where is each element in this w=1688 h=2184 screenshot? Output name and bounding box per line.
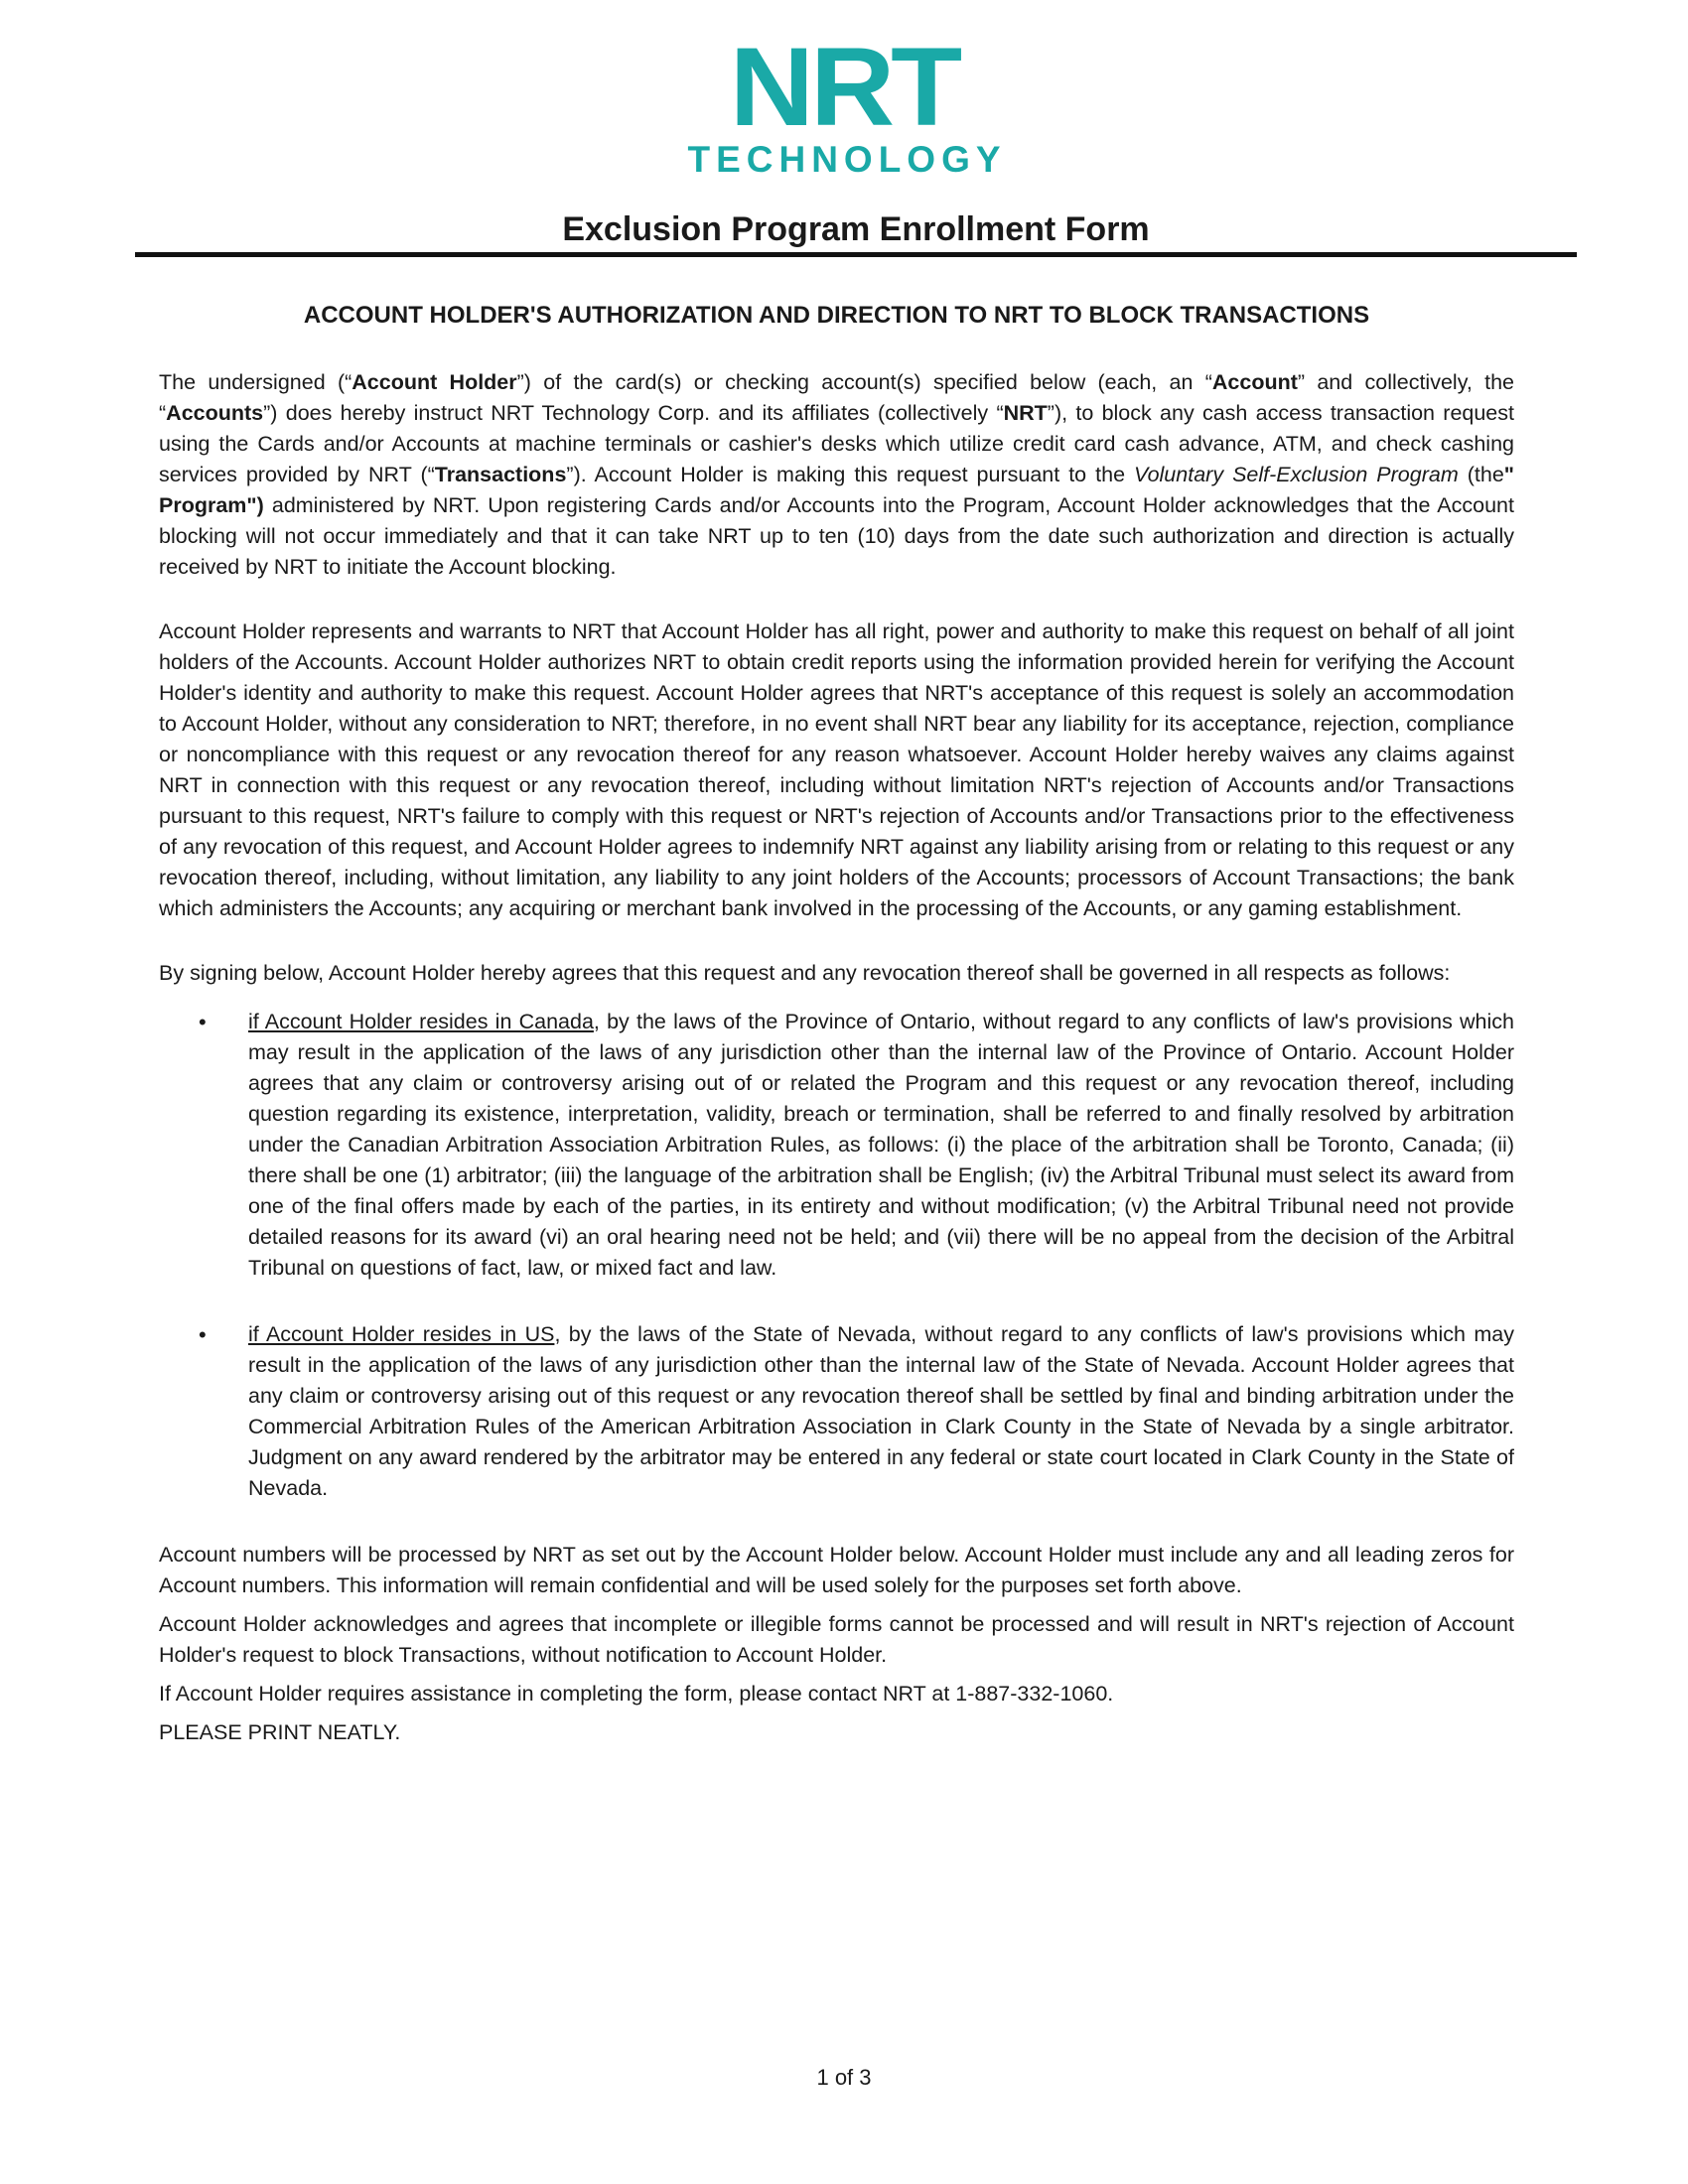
account-numbers-paragraph: Account numbers will be processed by NRT as set out by the Account Holder below. Account Holder must include any and all leading zeros for Account numbers. This information will remain confidential and will be used solely for the purposes set forth above. bbox=[159, 1543, 1514, 1597]
page-number: 1 of 3 bbox=[816, 2065, 872, 2090]
canada-text: , by the laws of the Province of Ontario, without regard to any conflicts of law's provisions which may result in the application of the laws of any jurisdiction other than the internal law of the Province of Ontario. Account Holder agrees that any claim or controversy arising out of or related the Program and this request or any revocation thereof, including question regarding its existence, interpretation, validity, breach or termination, shall be referred to and finally resolved by arbitration under the Canadian Arbitration Association Arbitration Rules, as follows: (i) the place of the arbitration shall be Toronto, Canada; (ii) there shall be one (1) arbitrator; (iii) the language of the arbitration shall be English; (iv) the Arbitral Tribunal must select its award from one of the final offers made by each of the parties, in its entirety and without modification; (v) the Arbitral Tribunal need not provide detailed reasons for its award (vi) an oral hearing need not be held; and (vii) there will be no appeal from the decision of the Arbitral Tribunal on questions of fact, law, or mixed fact and law. bbox=[248, 1010, 1515, 1280]
governing-law-list bbox=[159, 1007, 1514, 1504]
assistance-paragraph: If Account Holder requires assistance in completing the form, please contact NRT at 1-887-332-1060. bbox=[159, 1682, 1114, 1706]
list-item bbox=[159, 1007, 1514, 1284]
nrt-logo bbox=[0, 25, 1688, 181]
us-lead: if Account Holder resides in US bbox=[248, 1322, 555, 1346]
bullet-icon: • bbox=[199, 1010, 207, 1034]
form-body bbox=[159, 367, 1514, 1756]
form-subtitle: ACCOUNT HOLDER'S AUTHORIZATION AND DIRECTION TO NRT TO BLOCK TRANSACTIONS bbox=[303, 302, 1370, 329]
list-item bbox=[159, 1319, 1514, 1504]
print-neatly-note: PLEASE PRINT NEATLY. bbox=[159, 1720, 401, 1744]
intro-paragraph: The undersigned (“Account Holder”) of the card(s) or checking account(s) specified below (each, an “Account” and collectively, the “Accounts”) does hereby instruct NRT Technology Corp. and its affiliates (collectively “NRT”), to block any cash access transaction request using the Cards and/or Accounts at machine terminals or cashier's desks which utilize credit card cash advance, ATM, and check cashing services provided by NRT (“Transactions”). Account Holder is making this request pursuant to the Voluntary Self-Exclusion Program (the" Program") administered by NRT. Upon registering Cards and/or Accounts into the Program, Account Holder acknowledges that the Account blocking will not occur immediately and that it can take NRT up to ten (10) days from the date such authorization and direction is actually received by NRT to initiate the Account blocking. bbox=[159, 370, 1514, 579]
form-title: Exclusion Program Enrollment Form bbox=[562, 210, 1150, 248]
logo-mark: NRT bbox=[729, 25, 959, 150]
title-divider bbox=[135, 252, 1577, 257]
incomplete-forms-paragraph: Account Holder acknowledges and agrees that incomplete or illegible forms cannot be processed and will result in NRT's rejection of Account Holder's request to block Transactions, without notification to Account Holder. bbox=[159, 1612, 1514, 1667]
bullet-icon: • bbox=[199, 1322, 207, 1347]
warranty-paragraph: Account Holder represents and warrants to NRT that Account Holder has all right, power and authority to make this request on behalf of all joint holders of the Accounts. Account Holder authorizes NRT to obtain credit reports using the information provided herein for verifying the Account Holder's identity and authority to make this request. Account Holder agrees that NRT's acceptance of this request is solely an accommodation to Account Holder, without any consideration to NRT; therefore, in no event shall NRT bear any liability for its acceptance, rejection, compliance or noncompliance with this request or any revocation thereof for any reason whatsoever. Account Holder hereby waives any claims against NRT in connection with this request or any revocation thereof, including without limitation NRT's rejection of Accounts and/or Transactions pursuant to this request, NRT's failure to comply with this request or NRT's rejection of Accounts and/or Transactions prior to the effectiveness of any revocation of this request, and Account Holder agrees to indemnify NRT against any liability arising from or relating to this request or any revocation thereof, including, without limitation, any liability to any joint holders of the Accounts; processors of Account Transactions; the bank which administers the Accounts; any acquiring or merchant bank involved in the processing of the Accounts, or any gaming establishment. bbox=[159, 619, 1514, 920]
us-text: , by the laws of the State of Nevada, without regard to any conflicts of law's provisions which may result in the application of the laws of any jurisdiction other than the internal law of the State of Nevada. Account Holder agrees that any claim or controversy arising out of this request or any revocation thereof shall be settled by final and binding arbitration under the Commercial Arbitration Rules of the American Arbitration Association in Clark County in the State of Nevada by a single arbitrator. Judgment on any award rendered by the arbitrator may be entered in any federal or state court located in Clark County in the State of Nevada. bbox=[248, 1322, 1514, 1500]
governing-law-paragraph: By signing below, Account Holder hereby agrees that this request and any revocation thereof shall be governed in all respects as follows: bbox=[159, 961, 1451, 985]
canada-lead: if Account Holder resides in Canada bbox=[248, 1010, 594, 1033]
logo-subtitle: TECHNOLOGY bbox=[687, 139, 1007, 180]
